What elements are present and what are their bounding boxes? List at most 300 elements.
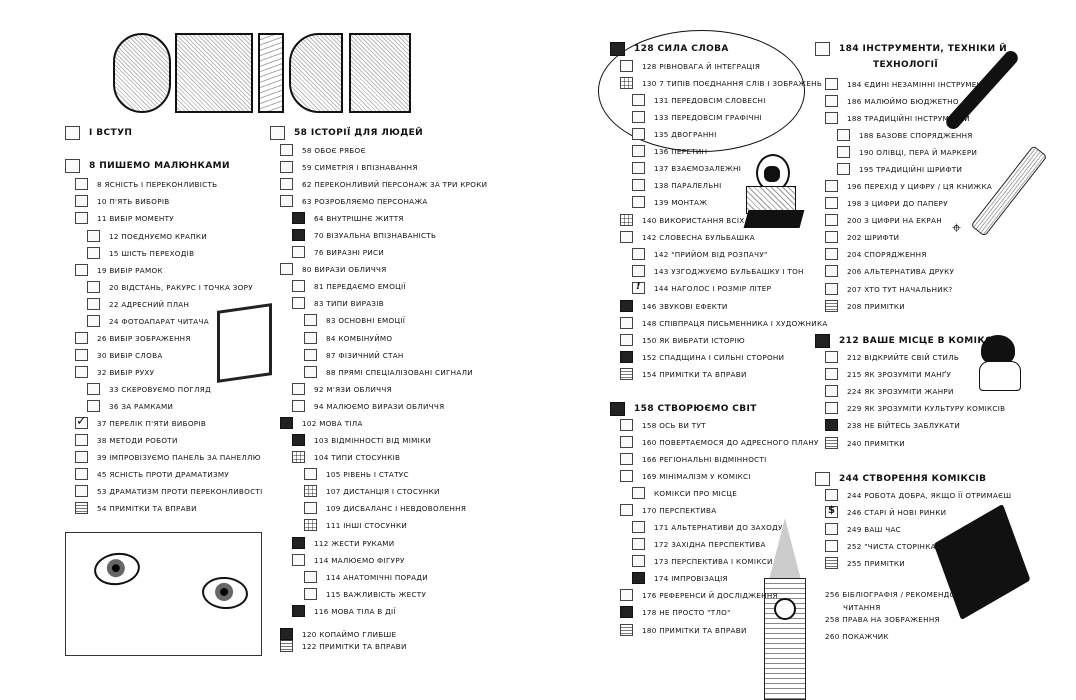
distance-relations-icon [304,485,317,497]
toc-entry-label: 36 ЗА РАМКАМИ [109,401,174,411]
toc-entry-label: 76 ВИРАЗНІ РИСИ [314,247,385,257]
toc-entry[interactable] [75,212,174,224]
duo-specific-icon [632,128,645,140]
toc-entry-label: 111 ІНШІ СТОСУНКИ [326,520,408,530]
toc-entry-label: 229 ЯК ЗРОЗУМІТИ КУЛЬТУРУ КОМІКСІВ [847,403,1006,413]
toc-entry[interactable] [837,129,973,141]
toc-entry-label: 128 РІВНОВАГА Й ІНТЕГРАЦІЯ [642,61,761,71]
toc-entry[interactable] [825,283,953,295]
toc-entry[interactable] [87,281,253,293]
toc-entry-label: 249 ВАШ ЧАС [847,524,901,534]
toc-entry[interactable] [632,162,741,174]
toc-entry-label: 122 ПРИМІТКИ ТА ВПРАВИ [302,641,407,651]
toc-entry[interactable] [87,383,211,395]
design-character-icon [280,195,293,207]
toc-entry[interactable] [825,489,1011,501]
balance-icon [620,60,633,72]
toc-entry[interactable] [280,417,363,429]
toc-entry-label: 244 РОБОТА ДОБРА, ЯКЩО ЇЇ ОТРИМАЄШ [847,490,1012,500]
toc-entry-label: 166 РЕГІОНАЛЬНІ ВІДМІННОСТІ [642,454,767,464]
toc-entry[interactable] [280,628,396,640]
anatomy-icon [304,571,317,583]
combine-icon [304,332,317,344]
toc-entry[interactable] [632,111,762,123]
toc-entry[interactable] [620,214,771,226]
toc-entry-label: 207 ХТО ТУТ НАЧАЛЬНИК? [847,284,953,294]
toc-section[interactable] [815,334,1007,348]
you-are-here-icon [620,419,633,431]
toc-entry-label: ЧИТАННЯ [843,603,881,612]
toc-entry-label: 109 ДИСБАЛАНС І НЕВДОВОЛЕННЯ [326,503,467,513]
toc-entry[interactable] [825,231,899,243]
toc-entry[interactable] [620,231,755,243]
toc-entry-label: 54 ПРИМІТКИ ТА ВПРАВИ [97,503,197,513]
toc-entry[interactable] [620,436,819,448]
toc-entry[interactable] [620,77,822,89]
toc-entry[interactable] [825,78,993,90]
toc-entry[interactable] [292,246,384,258]
toc-entry-label: 32 ВИБІР РУХУ [97,367,155,377]
toc-entry[interactable] [825,615,940,624]
toc-entry[interactable] [632,179,722,191]
toc-entry[interactable] [825,437,905,449]
toc-entry[interactable] [620,351,784,363]
toc-entry[interactable] [825,385,954,397]
minimalism-icon [620,470,633,482]
emotions-icon [292,280,305,292]
toc-entry[interactable] [825,419,960,431]
toc-entry[interactable] [632,128,717,140]
toc-entry-label: 8 ПИШЕМО МАЛЮНКАМИ [89,161,230,171]
toc-entry[interactable] [87,315,209,327]
toc-entry[interactable] [292,229,436,241]
toc-entry-label: 58 ІСТОРІЇ ДЛЯ ЛЮДЕЙ [294,128,424,138]
toc-entry[interactable] [280,640,407,652]
toc-entry-label: 62 ПЕРЕКОНЛИВИЙ ПЕРСОНАЖ ЗА ТРИ КРОКИ [302,179,488,189]
toc-entry[interactable] [292,297,384,309]
toc-entry-label: 130 7 ТИПІВ ПОЄДНАННЯ СЛІВ І ЗОБРАЖЕНЬ [642,78,823,88]
both-icon [280,144,293,156]
toc-entry-label: 8 ЯСНІСТЬ І ПЕРЕКОНЛИВІСТЬ [97,179,218,189]
toc-entry[interactable] [292,537,394,549]
toc-entry-label: 154 ПРИМІТКИ ТА ВПРАВИ [642,369,747,379]
toc-entry-label: 135 ДВОГРАННІ [654,129,717,139]
toc-section[interactable] [65,126,132,140]
toc-entry[interactable] [632,572,728,584]
combinations-icon [620,77,633,89]
montage-icon [632,196,645,208]
basic-gear-icon [837,129,850,141]
toc-entry[interactable] [825,197,948,209]
toc-entry[interactable] [75,332,191,344]
page-title [113,33,413,113]
intro-icon [65,126,80,140]
toc-entry[interactable] [87,247,194,259]
toc-entry[interactable] [632,487,737,499]
toc-entry[interactable] [632,555,773,567]
pencils-icon [837,146,850,158]
toc-entry[interactable] [825,351,959,363]
sound-effects-icon [620,300,633,312]
symmetry-icon [280,161,293,173]
toc-entry[interactable] [632,145,707,157]
toc-entry-label: 88 ПРЯМІ СПЕЦІАЛІЗОВАНІ СИГНАЛИ [326,367,473,377]
toc-entry[interactable] [620,419,706,431]
toc-entry[interactable] [620,589,778,601]
toc-entry[interactable] [620,60,760,72]
toc-entry[interactable] [837,163,962,175]
toc-entry[interactable] [825,180,992,192]
toc-entry-label: 174 ІМПРОВІЗАЦІЯ [654,573,728,583]
toc-entry-label: 80 ВИРАЗИ ОБЛИЧЧЯ [302,264,387,274]
toc-entry-label: ТЕХНОЛОГІЇ [873,60,938,70]
distance-icon [87,281,100,293]
toc-entry[interactable] [75,349,163,361]
toc-entry[interactable] [280,144,366,156]
gesture-icon [304,588,317,600]
toc-entry-label: 186 МАЛЮЙМО БЮДЖЕТНО [847,96,959,106]
toc-entry-label: 107 ДИСТАНЦІЯ І СТОСУНКИ [326,486,440,496]
toc-entry-label: 158 СТВОРЮЄМО СВІТ [634,404,757,414]
toc-entry[interactable] [632,521,783,533]
title-letter-m [175,33,253,113]
toc-entry-label: 63 РОЗРОБЛЯЄМО ПЕРСОНАЖА [302,196,428,206]
essential-tools-icon [825,78,838,90]
toc-entry-label: 150 ЯК ВИБРАТИ ІСТОРІЮ [642,335,745,345]
toc-entry[interactable] [280,161,418,173]
all-types-icon [620,214,633,226]
toc-entry[interactable] [75,417,206,429]
toc-entry[interactable] [825,540,939,552]
toc-entry[interactable] [280,263,387,275]
toc-entry[interactable] [620,504,716,516]
legacy-icon [620,351,633,363]
toc-entry[interactable] [304,314,405,326]
toc-entry-label: 204 СПОРЯДЖЕННЯ [847,249,927,259]
toc-entry-label: 260 ПОКАЖЧИК [825,632,889,641]
toc-entry[interactable] [825,402,1005,414]
toc-entry-label: 24 ФОТОАПАРАТ ЧИТАЧА [109,316,209,326]
toc-entry-label: 39 ІМПРОВІЗУЄМО ПАНЕЛЬ ЗА ПАНЕЛЛЮ [97,452,261,462]
toc-entry[interactable] [632,265,804,277]
toc-entry[interactable] [304,468,409,480]
toc-entry-label: 92 М'ЯЗИ ОБЛИЧЧЯ [314,384,392,394]
notes-icon [825,437,838,449]
alternatives-icon [632,521,645,533]
toc-entry[interactable] [292,383,392,395]
toc-entry-label: 120 КОПАЙМО ГЛИБШЕ [302,629,397,639]
toc-entry-label: 148 СПІВПРАЦЯ ПИСЬМЕННИКА І ХУДОЖНИКА [642,318,828,328]
hands-icon [292,537,305,549]
toc-entry[interactable] [75,468,229,480]
word-balloon-icon [620,231,633,243]
toc-entry-label: 84 КОМБІНУЙМО [326,333,393,343]
picture-specific-icon [632,111,645,123]
toc-entry-label: 252 "ЧИСТА СТОРІНКА" [847,541,940,551]
toc-entry-label: 224 ЯК ЗРОЗУМІТИ ЖАНРИ [847,386,954,396]
image-choice-icon [75,332,88,344]
toc-entry[interactable] [304,332,392,344]
toc-entry-label: 152 СПАДЩИНА І СИЛЬНІ СТОРОНИ [642,352,785,362]
toc-entry[interactable] [75,178,217,190]
toc-entry[interactable] [825,523,901,535]
toc-entry-label: 11 ВИБІР МОМЕНТУ [97,213,174,223]
toc-entry[interactable] [632,196,707,208]
toc-section[interactable] [65,159,230,173]
toc-entry-label: 142 "ПРИЙОМ ВІД РОЗПАЧУ" [654,249,768,259]
toc-entry[interactable] [292,605,396,617]
toc-entry[interactable] [620,470,751,482]
toc-entry[interactable] [825,557,905,569]
toc-entry[interactable] [75,485,263,497]
beyond-frames-icon [87,400,100,412]
toc-section[interactable] [270,126,423,140]
toc-entry-label: 176 РЕФЕРЕНСИ Й ДОСЛІДЖЕННЯ [642,590,778,600]
toc-entry-label: 83 ОСНОВНІ ЕМОЦІЇ [326,315,406,325]
toc-entry-label: 128 СИЛА СЛОВА [634,44,729,54]
checkmark-icon [75,417,88,429]
toc-entry[interactable] [843,603,881,612]
toc-entry[interactable] [632,94,766,106]
parallel-icon [632,179,645,191]
toc-entry[interactable] [620,317,828,329]
relations-icon [292,451,305,463]
toc-entry[interactable] [825,214,942,226]
toc-entry[interactable] [825,248,927,260]
toc-entry[interactable] [75,434,178,446]
clarity-vs-drama-icon [75,468,88,480]
toc-entry-label: 136 ПЕРЕТИН [654,146,708,156]
title-letter-z [113,33,171,113]
basic-emotions-icon [304,314,317,326]
toc-entry-label: І ВСТУП [89,128,133,138]
toc-entry[interactable] [825,506,946,518]
body-language-icon [280,417,293,429]
toc-entry[interactable] [825,368,951,380]
toc-entry-label: 196 ПЕРЕХІД У ЦИФРУ / ЦЯ КНИЖКА [847,181,993,191]
genres-icon [825,385,838,397]
toc-entry[interactable] [87,230,207,242]
dig-deeper-icon [280,628,293,640]
writing-with-pictures-icon [65,159,80,173]
style-icon [825,351,838,363]
digital-to-paper-icon [825,197,838,209]
toc-section[interactable] [815,472,986,486]
five-choices-icon [75,195,88,207]
toc-entry-label: 22 АДРЕСНИЙ ПЛАН [109,299,190,309]
toc-entry-label: 104 ТИПИ СТОСУНКІВ [314,452,401,462]
emphasis-icon [632,282,645,294]
notes-icon [620,624,633,636]
toc-entry[interactable] [825,95,959,107]
tools-icon [815,42,830,56]
your-place-icon [815,334,830,348]
moment-icon [75,212,88,224]
flow-icon [75,366,88,378]
toc-entry[interactable] [292,434,431,446]
toc-entry-label: 53 ДРАМАТИЗМ ПРОТИ ПЕРЕКОНЛИВОСТІ [97,486,263,496]
word-choice-icon [75,349,88,361]
toc-entry[interactable] [620,368,747,380]
toc-entry-label: 30 ВИБІР СЛОВА [97,350,163,360]
toc-entry[interactable] [304,588,426,600]
toc-entry[interactable] [87,298,189,310]
toc-entry-label: 38 МЕТОДИ РОБОТИ [97,435,178,445]
toc-entry[interactable] [292,400,444,412]
establishing-shot-icon [87,298,100,310]
time-icon [825,523,838,535]
frame-icon [75,264,88,276]
toc-entry-label: 114 МАЛЮЄМО ФІГУРУ [314,555,405,565]
toc-entry[interactable] [632,282,771,294]
toc-entry[interactable] [75,366,154,378]
toc-entry-label: 238 НЕ БІЙТЕСЬ ЗАБЛУКАТИ [847,420,961,430]
boss-icon [825,283,838,295]
toc-entry[interactable] [825,112,970,124]
balloon-tone-icon [632,265,645,277]
toc-entry[interactable] [304,571,428,583]
eye-left [92,550,142,588]
desperation-icon [632,248,645,260]
toc-entry-label: 12 ПОЄДНУЄМО КРАПКИ [109,231,208,241]
toc-entry-label: 184 ЄДИНІ НЕЗАМІННІ ІНСТРУМЕНТИ [847,79,993,89]
toc-entry[interactable] [280,178,487,190]
background-icon [620,606,633,618]
toc-entry[interactable] [620,300,728,312]
traits-icon [292,246,305,258]
toc-entry-label: 215 ЯК ЗРОЗУМІТИ МАНҐУ [847,369,952,379]
toc-entry-label: 172 ЗАХІДНА ПЕРСПЕКТИВА [654,539,766,549]
toc-entry-label: 102 МОВА ТІЛА [302,418,363,428]
digital-icon [825,180,838,192]
toc-entry[interactable] [632,538,766,550]
toc-entry[interactable] [87,400,173,412]
dollar-icon [825,506,838,518]
toc-entry[interactable] [75,264,163,276]
toc-entry[interactable] [620,624,747,636]
transitions-icon [87,247,100,259]
culture-icon [825,402,838,414]
toc-entry[interactable] [304,349,404,361]
toc-entry-label: 212 ВАШЕ МІСЦЕ В КОМІКСАХ [839,336,1007,346]
blank-page-icon [825,540,838,552]
toc-entry[interactable] [292,212,404,224]
toc-entry-label: 142 СЛОВЕСНА БУЛЬБАШКА [642,232,755,242]
toc-entry-label: 131 ПЕРЕДОВСІМ СЛОВЕСНІ [654,95,766,105]
expression-types-icon [292,297,305,309]
toc-entry[interactable] [75,451,261,463]
toc-entry[interactable] [825,300,905,312]
notes-icon [75,502,88,514]
digital-to-screen-icon [825,214,838,226]
word-specific-icon [632,94,645,106]
toc-entry[interactable] [837,146,977,158]
toc-entry[interactable] [292,554,405,566]
improvise-icon [75,451,88,463]
toc-entry-label: 198 З ЦИФРИ ДО ПАПЕРУ [847,198,948,208]
improvisation-icon [632,572,645,584]
toc-entry[interactable] [75,502,197,514]
toc-entry[interactable] [825,265,954,277]
toc-entry[interactable] [825,632,889,641]
collaboration-icon [620,317,633,329]
toc-entry[interactable] [620,334,745,346]
toc-entry[interactable] [825,590,977,599]
toc-entry[interactable] [873,60,938,70]
differences-icon [292,434,305,446]
toc-entry[interactable] [280,195,428,207]
toc-entry-label: 33 СКЕРОВУЄМО ПОГЛЯД [109,384,212,394]
notes-icon [280,640,293,652]
toc-entry[interactable] [304,502,466,514]
print-alternative-icon [825,265,838,277]
toc-section[interactable] [815,42,1007,56]
stories-icon [270,126,285,140]
toc-entry[interactable] [75,195,170,207]
toc-entry-label: 64 ВНУТРІШНЄ ЖИТТЯ [314,213,404,223]
toc-entry-label: 37 ПЕРЕЛІК П'ЯТИ ВИБОРІВ [97,418,207,428]
toc-entry[interactable] [304,519,407,531]
fonts-icon [825,231,838,243]
camera-icon [87,315,100,327]
toc-entry-label: 188 ТРАДИЦІЙНІ ІНСТРУМЕНТИ [847,113,970,123]
signals-icon [304,366,317,378]
inner-life-icon [292,212,305,224]
toc-entry-label: 200 З ЦИФРИ НА ЕКРАН [847,215,942,225]
toc-entry-label: 178 НЕ ПРОСТО "ТЛО" [642,607,731,617]
toc-entry-label: 255 ПРИМІТКИ [847,558,905,568]
toc-entry-label: 105 РІВЕНЬ І СТАТУС [326,469,409,479]
toc-entry-label: 169 МІНІМАЛІЗМ У КОМІКСІ [642,471,751,481]
imbalance-icon [304,502,317,514]
notes-icon [825,557,838,569]
toc-entry[interactable] [292,451,400,463]
toc-entry-label: 45 ЯСНІСТЬ ПРОТИ ДРАМАТИЗМУ [97,469,230,479]
toc-entry-label: 20 ВІДСТАНЬ, РАКУРС І ТОЧКА ЗОРУ [109,282,253,292]
return-establishing-icon [620,436,633,448]
toc-section[interactable] [610,402,757,416]
methods-icon [75,434,88,446]
toc-entry-label: 202 ШРИФТИ [847,232,900,242]
toc-entry-label: 246 СТАРІ Й НОВІ РИНКИ [847,507,947,517]
figure-icon [292,554,305,566]
toc-entry[interactable] [620,453,767,465]
toc-entry-label: 59 СИМЕТРІЯ І ВПІЗНАВАННЯ [302,162,418,172]
toc-entry-label: 10 П'ЯТЬ ВИБОРІВ [97,196,170,206]
choose-story-icon [620,334,633,346]
clock-tower-illustration [760,518,810,700]
traditional-tools-icon [825,112,838,124]
toc-entry[interactable] [304,366,473,378]
place-comics-icon [632,487,645,499]
toc-section[interactable] [610,42,729,56]
notes-icon [620,368,633,380]
toc-entry-label: 139 МОНТАЖ [654,197,708,207]
toc-entry-label: 206 АЛЬТЕРНАТИВА ДРУКУ [847,266,955,276]
regional-icon [620,453,633,465]
manga-icon [825,368,838,380]
toc-entry-label: 170 ПЕРСПЕКТИВА [642,505,717,515]
status-icon [304,468,317,480]
speech-bubble-icon [610,42,625,56]
toc-entry-label: 58 ОБОЄ РЯБОЄ [302,145,366,155]
toc-entry[interactable] [304,485,440,497]
physical-state-icon [304,349,317,361]
toc-entry[interactable] [620,606,731,618]
intersecting-icon [632,145,645,157]
toc-entry[interactable] [292,280,406,292]
toc-entry[interactable] [632,248,768,260]
